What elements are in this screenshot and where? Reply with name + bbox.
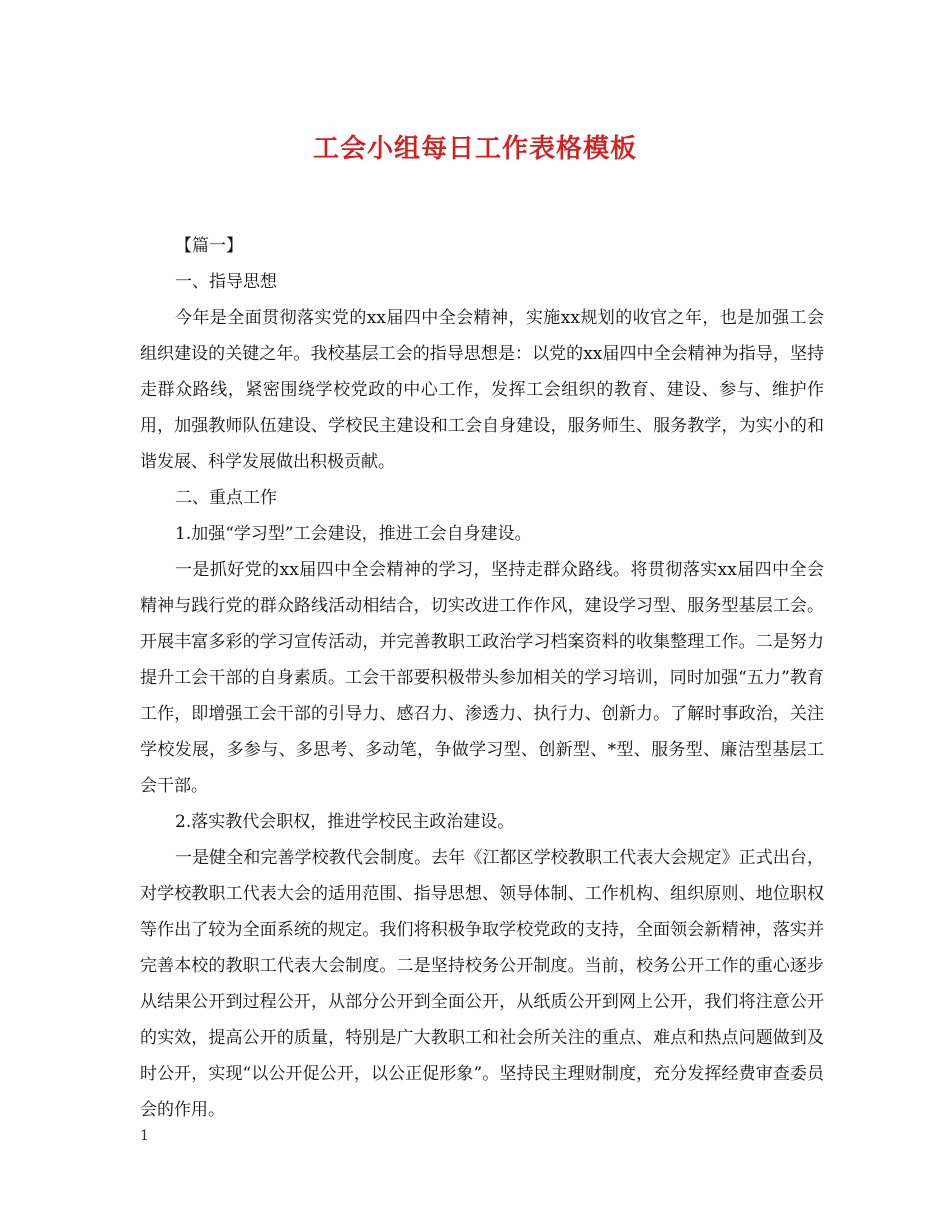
document-title: 工会小组每日工作表格模板 xyxy=(312,134,637,164)
page-number: 1 xyxy=(140,1128,149,1144)
section-label: 【篇一】 xyxy=(175,236,243,256)
document-body xyxy=(140,228,824,1128)
subheading-learning-union: 1.加强“学习型”工会建设，推进工会自身建设。 xyxy=(175,524,532,544)
paragraph-learning-union: 一是抓好党的xx届四中全会精神的学习，坚持走群众路线。将贯彻落实xx届四中全会精神与践行党的群众路线活动相结合，切实改进工作作风，建设学习型、服务型基层工会。开展丰富多彩的学习宣传活动，并完善教职工政治学习档案资料的收集整理工作。二是努力提升工会干部的自身素质。工会干部要积极带头参加相关的学习培训，同时加强“五力”教育工作，即增强工会干部的引导力、感召力、渗透力、执行力、创新力。了解时事政治，关注学校发展，多参与、多思考、多动笔，争做学习型、创新型、*型、服务型、廉洁型基层工会干部。 xyxy=(140,560,824,796)
paragraph-democratic-building: 一是健全和完善学校教代会制度。去年《江都区学校教职工代表大会规定》正式出台，对学校教职工代表大会的适用范围、指导思想、领导体制、工作机构、组织原则、地位职权等作出了较为全面系统的规定。我们将积极争取学校党政的支持，全面领会新精神，落实并完善本校的教职工代表大会制度。二是坚持校务公开制度。当前，校务公开工作的重心逐步从结果公开到过程公开，从部分公开到全面公开，从纸质公开到网上公开，我们将注意公开的实效，提高公开的质量，特别是广大教职工和社会所关注的重点、难点和热点问题做到及时公开，实现“以公开促公开，以公正促形象”。坚持民主理财制度，充分发挥经费审查委员会的作用。 xyxy=(140,848,824,1120)
heading-guiding-thought: 一、指导思想 xyxy=(175,272,277,292)
paragraph-guiding-thought: 今年是全面贯彻落实党的xx届四中全会精神，实施xx规划的收官之年，也是加强工会组织建设的关键之年。我校基层工会的指导思想是：以党的xx届四中全会精神为指导，坚持走群众路线，紧密围绕学校党政的中心工作，发挥工会组织的教育、建设、参与、维护作用，加强教师队伍建设、学校民主建设和工会自身建设，服务师生、服务教学，为实小的和谐发展、科学发展做出积极贡献。 xyxy=(140,308,824,472)
subheading-democratic-building: 2.落实教代会职权，推进学校民主政治建设。 xyxy=(175,812,515,832)
heading-key-work: 二、重点工作 xyxy=(175,488,277,508)
